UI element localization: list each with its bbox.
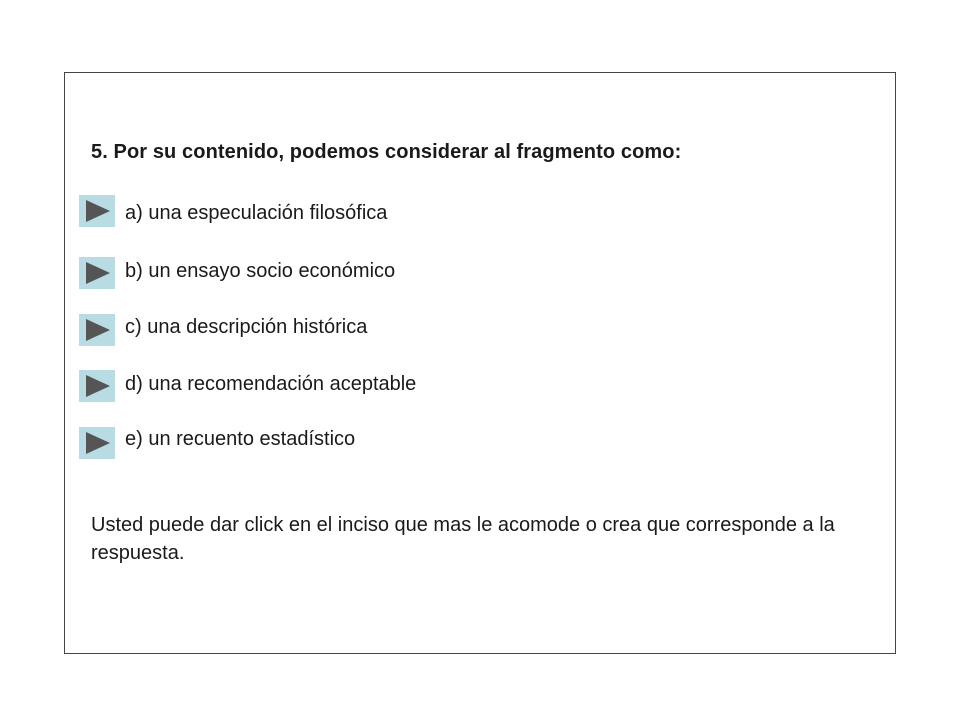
option-e-button[interactable] [79, 427, 115, 459]
play-icon [86, 432, 110, 454]
option-d[interactable] [79, 362, 779, 419]
option-b-button[interactable] [79, 257, 115, 289]
option-a-button[interactable] [79, 195, 115, 227]
option-d-label: d) una recomendación aceptable [125, 373, 417, 395]
option-c-label: c) una descripción histórica [125, 316, 368, 338]
option-d-button[interactable] [79, 370, 115, 402]
slide-frame [64, 72, 896, 654]
option-a-label: a) una especulación filosófica [125, 202, 388, 224]
option-b[interactable] [79, 248, 779, 305]
option-c[interactable] [79, 305, 779, 362]
play-icon [86, 200, 110, 222]
question-title: 5. Por su contenido, podemos considerar al fragmento como: [91, 141, 682, 163]
option-b-label: b) un ensayo socio económico [125, 260, 396, 282]
play-icon [86, 319, 110, 341]
option-a[interactable] [79, 191, 779, 248]
option-c-button[interactable] [79, 314, 115, 346]
option-e-label: e) un recuento estadístico [125, 428, 356, 450]
option-e[interactable] [79, 419, 779, 476]
answer-options [79, 191, 779, 476]
instructions-text: Usted puede dar click en el inciso que mas le acomode o crea que corresponde a la respuesta. [91, 514, 835, 564]
play-icon [86, 262, 110, 284]
play-icon [86, 375, 110, 397]
